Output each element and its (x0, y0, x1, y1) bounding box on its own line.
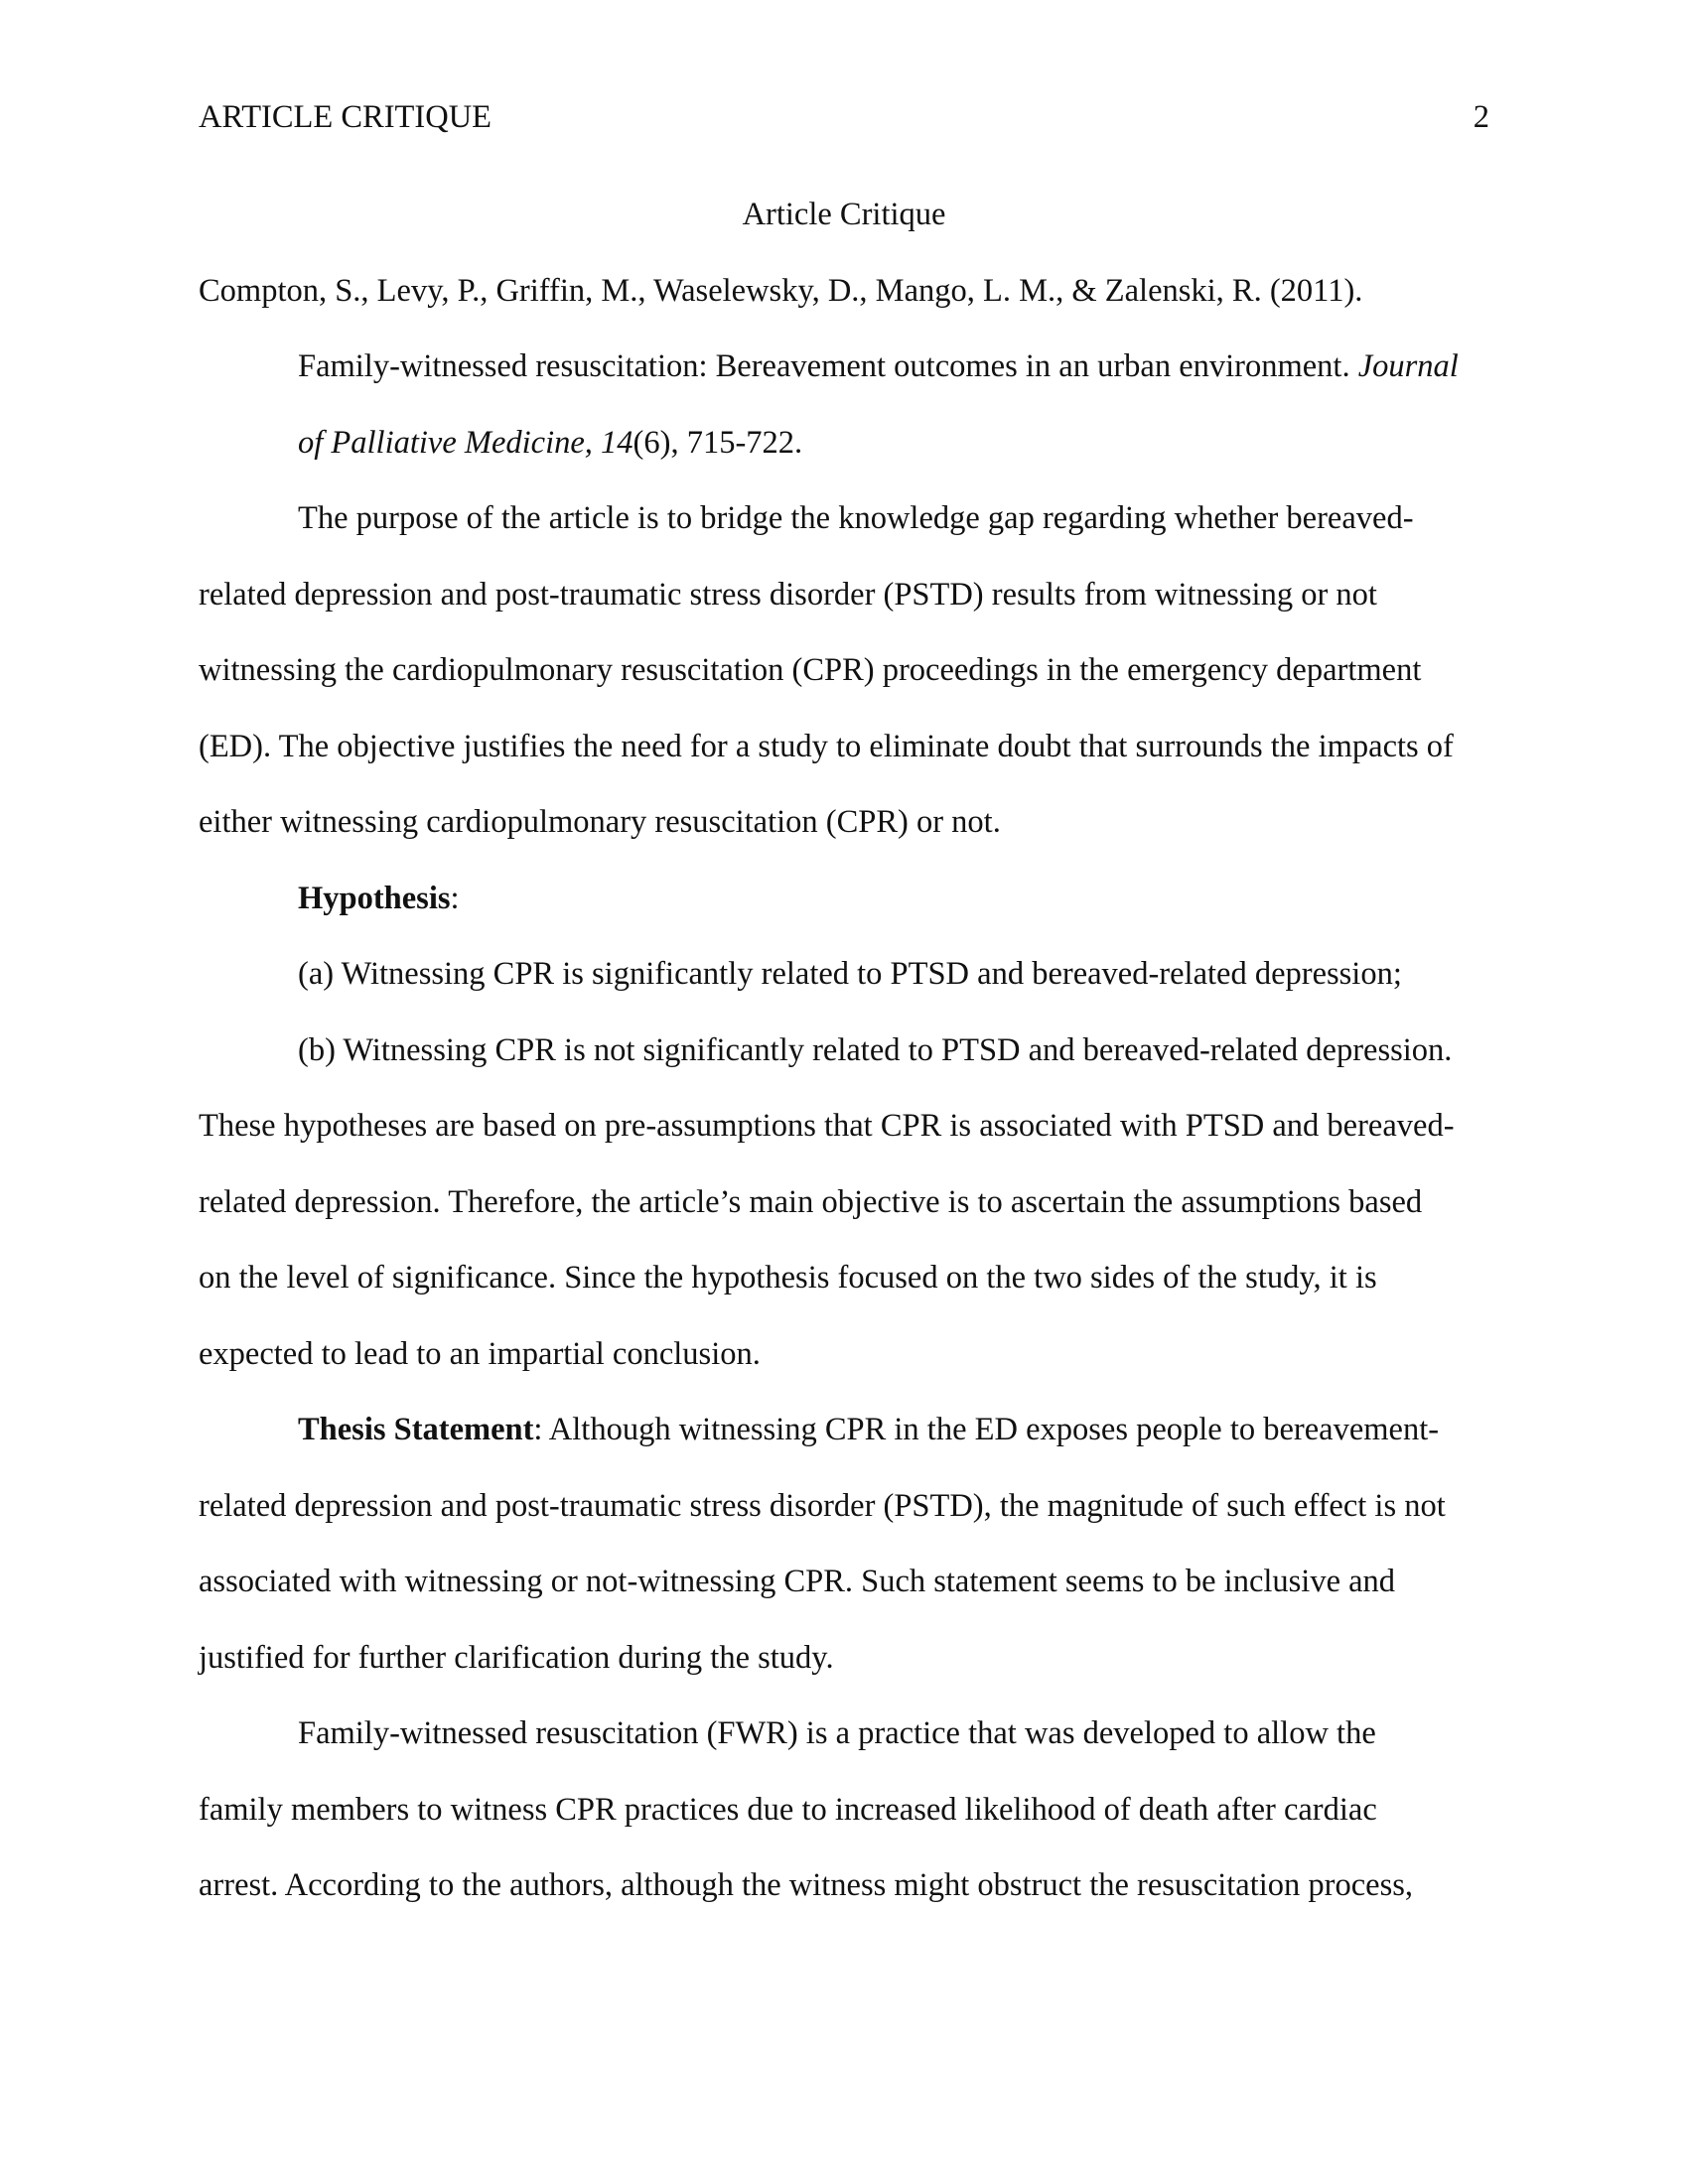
paragraph-line: on the level of significance. Since the hypothesis focused on the two sides of the study, it is (199, 1260, 1377, 1296)
hypothesis-section (199, 879, 1489, 1411)
thesis-text: : Although witnessing CPR in the ED exposes people to bereavement- (533, 1412, 1440, 1447)
paragraph-line: expected to lead to an impartial conclusion. (199, 1335, 761, 1372)
hypothesis-label: Hypothesis (298, 880, 451, 916)
reference-title: Family-witnessed resuscitation: Bereavement outcomes in an urban environment. (298, 348, 1358, 384)
hypothesis-b: (b) Witnessing CPR is not significantly related to PTSD and bereaved-related depression. (298, 1031, 1453, 1068)
paragraph-line: Family-witnessed resuscitation (FWR) is a practice that was developed to allow the (298, 1715, 1376, 1751)
hypothesis-a: (a) Witnessing CPR is significantly related to PTSD and bereaved-related depression; (298, 956, 1402, 992)
paragraph-line: related depression. Therefore, the article’s main objective is to ascertain the assumptions based (199, 1183, 1423, 1220)
paragraph-line: witnessing the cardiopulmonary resuscitation (CPR) proceedings in the emergency department (199, 652, 1422, 688)
paragraph-line: These hypotheses are based on pre-assumptions that CPR is associated with PTSD and bereaved- (199, 1108, 1455, 1144)
paragraph-line: (ED). The objective justifies the need for a study to eliminate doubt that surrounds the impacts of (199, 728, 1454, 764)
page-title: Article Critique (742, 197, 946, 232)
journal-name-volume: of Palliative Medicine, 14 (298, 424, 633, 461)
reference-line (199, 423, 1489, 499)
purpose-paragraph (199, 498, 1489, 879)
paragraph-line: family members to witness CPR practices due to increased likelihood of death after cardiac (199, 1791, 1377, 1828)
paragraph-line: related depression and post-traumatic stress disorder (PSTD), the magnitude of such effect is not (199, 1487, 1446, 1524)
reference-line (199, 346, 1489, 423)
journal-name: Journal (1357, 348, 1459, 384)
paragraph-line: justified for further clarification during the study. (199, 1639, 834, 1676)
hypothesis-colon: : (450, 880, 460, 916)
thesis-first-line (199, 1410, 1489, 1486)
paragraph-line: arrest. According to the authors, although the witness might obstruct the resuscitation process, (199, 1867, 1414, 1903)
issue-pages: (6), 715-722. (633, 424, 803, 461)
thesis-label: Thesis Statement (298, 1412, 534, 1447)
paragraph-line: The purpose of the article is to bridge the knowledge gap regarding whether bereaved- (298, 500, 1414, 536)
document-body (199, 195, 1489, 1942)
paragraph-line: related depression and post-traumatic stress disorder (PSTD) results from witnessing or not (199, 576, 1377, 613)
reference-line: Compton, S., Levy, P., Griffin, M., Waselewsky, D., Mango, L. M., & Zalenski, R. (2011). (199, 272, 1363, 309)
reference-citation (199, 271, 1489, 499)
fwr-paragraph (199, 1713, 1489, 1942)
paragraph-line: either witnessing cardiopulmonary resuscitation (CPR) or not. (199, 804, 1001, 840)
hypothesis-heading (199, 879, 1489, 955)
running-head: ARTICLE CRITIQUE (199, 99, 492, 135)
page-number: 2 (1473, 99, 1489, 135)
paragraph-line: associated with witnessing or not-witnessing CPR. Such statement seems to be inclusive and (199, 1564, 1396, 1599)
page-header (199, 97, 1489, 137)
thesis-section (199, 1410, 1489, 1713)
